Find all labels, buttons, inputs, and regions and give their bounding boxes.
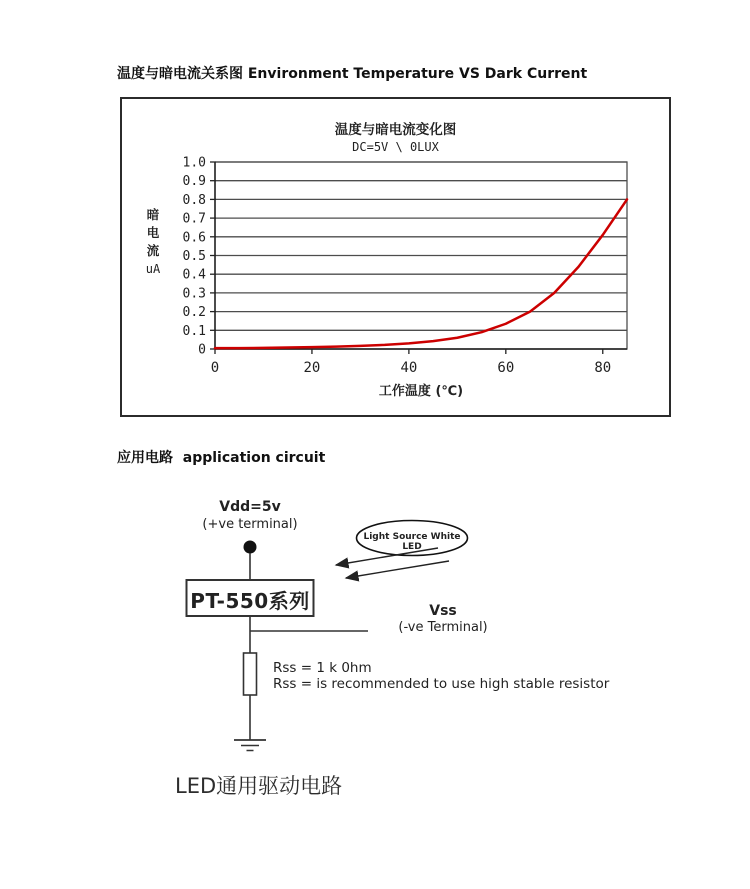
svg-text:0.8: 0.8 [182,192,206,208]
pt550-label: PT-550系列 [190,589,310,613]
svg-text:0.3: 0.3 [182,286,206,302]
ground-symbol [234,740,266,751]
vdd-label: Vdd=5v [219,499,281,515]
svg-text:0.2: 0.2 [182,305,206,321]
x-axis-title: 工作温度 (℃) [378,384,464,399]
section1-title: 温度与暗电流关系图 Environment Temperature VS Dark Current [117,66,588,82]
svg-text:20: 20 [303,360,321,376]
circuit-caption: LED通用驱动电路 [175,774,343,798]
svg-text:1.0: 1.0 [182,155,206,171]
rss-note-text: Rss = is recommended to use high stable resistor [273,676,610,692]
chart-title: 温度与暗电流变化图 [334,122,457,138]
svg-text:0.4: 0.4 [182,267,206,283]
light-source-label: Light Source White LED [363,532,461,552]
svg-text:0: 0 [198,342,206,358]
y-axis-unit: uA [145,262,161,276]
vdd-terminal-dot [244,541,257,554]
resistor-rss [244,653,257,695]
svg-text:80: 80 [594,360,612,376]
chart-plot-area [122,99,669,415]
y-axis-title: 暗电流 [146,207,160,259]
svg-text:60: 60 [497,360,515,376]
svg-text:0.5: 0.5 [182,249,206,264]
svg-text:0: 0 [210,360,220,376]
vdd-sublabel: (+ve terminal) [202,517,298,532]
chart-subtitle: DC=5V \ 0LUX [352,140,439,154]
section2-title: 应用电路 application circuit [117,450,326,466]
svg-text:0.1: 0.1 [182,323,206,339]
svg-text:0.6: 0.6 [182,230,206,246]
rss-value-text: Rss = 1 k 0hm [273,660,372,676]
vss-sublabel: (-ve Terminal) [398,620,488,635]
vss-label: Vss [429,603,457,619]
light-arrow-2 [346,561,449,578]
svg-text:0.9: 0.9 [182,174,206,190]
svg-text:0.7: 0.7 [182,211,206,227]
svg-text:40: 40 [400,360,418,376]
dark-current-chart [120,97,671,417]
